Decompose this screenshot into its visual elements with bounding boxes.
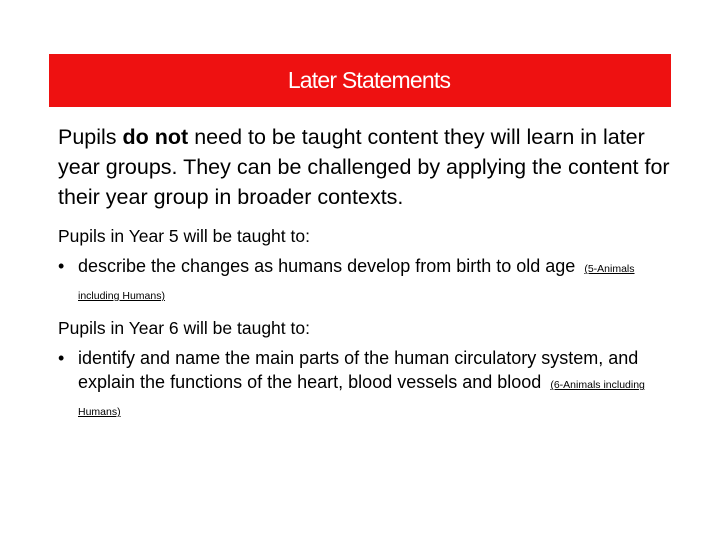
bullet-icon: • bbox=[58, 348, 65, 368]
intro-emphasis: do not bbox=[122, 125, 189, 149]
year5-heading: Pupils in Year 5 will be taught to: bbox=[58, 226, 310, 246]
year6-item-text: identify and name the main parts of the human circulatory system, and explain the functions of the heart, blood vessels and blood bbox=[78, 348, 639, 392]
year5-source-note: (5-Animals including Humans) bbox=[78, 263, 635, 302]
year5-item-text: describe the changes as humans develop from birth to old age bbox=[78, 256, 576, 276]
bullet-icon: • bbox=[58, 256, 65, 276]
title-banner bbox=[49, 54, 671, 107]
year6-heading: Pupils in Year 6 will be taught to: bbox=[58, 318, 310, 338]
intro-text-start: Pupils bbox=[58, 125, 123, 149]
intro-text-end: need to be taught content they will learn in later year groups. They can be challenged by applying the content for their year group in broader contexts. bbox=[58, 125, 670, 209]
intro-paragraph bbox=[58, 122, 678, 212]
year6-bullet-item bbox=[58, 346, 678, 424]
year6-source-note: (6-Animals including Humans) bbox=[78, 379, 645, 418]
slide-body bbox=[58, 122, 678, 424]
slide-title: Later Statements bbox=[287, 67, 451, 93]
year5-bullet-item bbox=[58, 254, 678, 308]
